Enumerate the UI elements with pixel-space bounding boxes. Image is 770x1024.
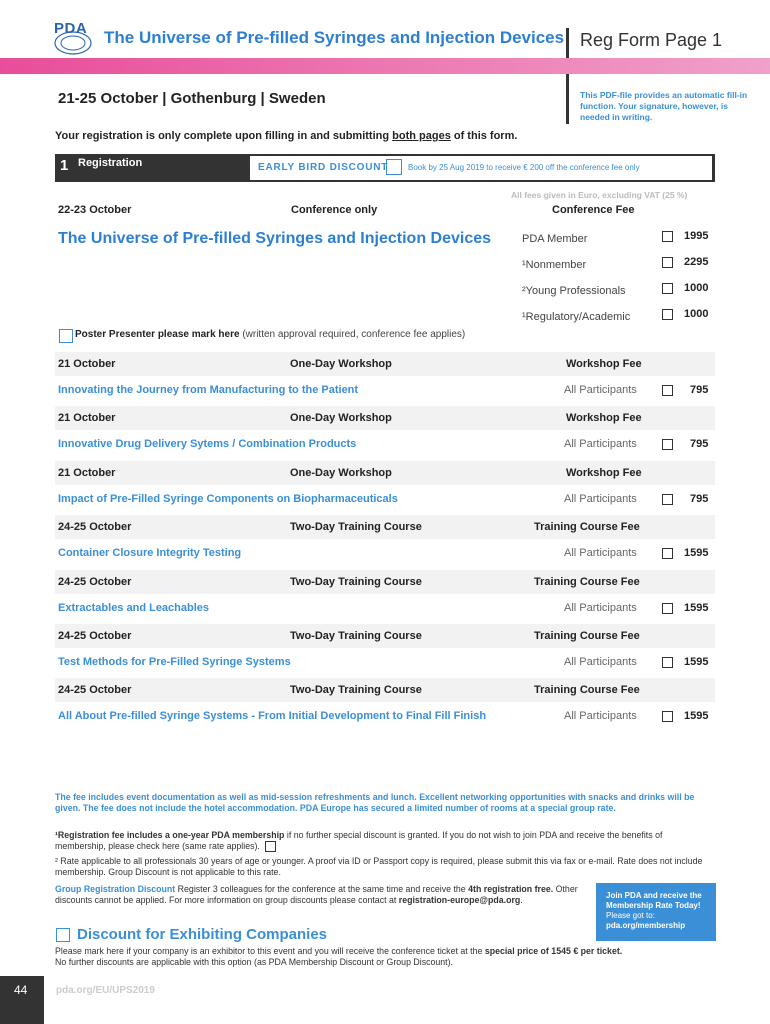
course-date: 24-25 October: [58, 521, 132, 533]
conference-date: 22-23 October: [58, 204, 132, 216]
rate-checkbox[interactable]: [662, 309, 673, 320]
rate-label: ¹Nonmember: [522, 259, 587, 271]
footnote-2: ² Rate applicable to all professionals 30 years of age or younger. A proof via ID or Passport copy is required, please submit this via fax or e-mail. Rate does not include membership. Group Discount is not applicable to this rate.: [55, 856, 703, 877]
course-checkbox[interactable]: [662, 385, 673, 396]
conference-title: The Universe of Pre-filled Syringes and Injection Devices: [58, 230, 492, 247]
conference-type: Conference only: [291, 204, 378, 216]
course-date: 21 October: [58, 358, 116, 370]
membership-opt-out-checkbox[interactable]: [265, 841, 276, 852]
course-price: 795: [690, 384, 709, 396]
join-text: Join PDA and receive the Membership Rate Today!: [606, 891, 702, 910]
page-number: 44: [14, 983, 28, 997]
course-audience: All Participants: [564, 384, 637, 396]
course-fee-header: Training Course Fee: [534, 521, 640, 533]
pink-banner: [0, 58, 770, 74]
course-price: 1595: [684, 602, 709, 614]
course-type: One-Day Workshop: [290, 412, 392, 424]
course-checkbox[interactable]: [662, 603, 673, 614]
course-date: 21 October: [58, 467, 116, 479]
course-audience: All Participants: [564, 602, 637, 614]
rate-price: 2295: [684, 256, 709, 268]
course-price: 795: [690, 493, 709, 505]
course-checkbox[interactable]: [662, 548, 673, 559]
course-title: Innovative Drug Delivery Sytems / Combination Products: [58, 438, 357, 450]
rate-label: ²Young Professionals: [522, 285, 626, 297]
course-title: Container Closure Integrity Testing: [58, 547, 242, 559]
section-number: 1: [60, 157, 69, 174]
course-audience: All Participants: [564, 438, 637, 450]
course-fee-header: Workshop Fee: [566, 467, 642, 479]
course-fee-header: Training Course Fee: [534, 630, 640, 642]
course-type: Two-Day Training Course: [290, 684, 422, 696]
reg-form-page-label: Reg Form Page 1: [580, 30, 723, 50]
rate-checkbox[interactable]: [662, 231, 673, 242]
conference-fee-header: Conference Fee: [552, 204, 635, 216]
course-type: One-Day Workshop: [290, 358, 392, 370]
course-date: 24-25 October: [58, 576, 132, 588]
join-pda-box[interactable]: [596, 883, 716, 941]
course-audience: All Participants: [564, 710, 637, 722]
course-fee-header: Workshop Fee: [566, 358, 642, 370]
course-checkbox[interactable]: [662, 711, 673, 722]
course-title: Extractables and Leachables: [58, 602, 210, 614]
exhibitor-discount-checkbox[interactable]: [56, 928, 70, 942]
logo-text: PDA: [54, 20, 88, 37]
course-fee-header: Training Course Fee: [534, 684, 640, 696]
early-bird-label: EARLY BIRD DISCOUNT: [258, 162, 389, 173]
footer-url[interactable]: pda.org/EU/UPS2019: [56, 985, 155, 996]
join-subtext: Please got to:: [606, 911, 655, 920]
course-audience: All Participants: [564, 547, 637, 559]
course-price: 795: [690, 438, 709, 450]
course-price: 1595: [684, 547, 709, 559]
divider: [566, 28, 569, 124]
course-audience: All Participants: [564, 493, 637, 505]
page-title: The Universe of Pre-filled Syringes and Injection Devices: [104, 28, 565, 47]
course-title: Impact of Pre-Filled Syringe Components on Biopharmaceuticals: [58, 493, 398, 505]
registration-notice: Your registration is only complete upon filling in and submitting both pages of this form.: [55, 130, 518, 142]
course-type: One-Day Workshop: [290, 467, 392, 479]
course-price: 1595: [684, 710, 709, 722]
fees-note: All fees given in Euro, excluding VAT (25 %): [511, 190, 688, 200]
course-price: 1595: [684, 656, 709, 668]
event-info: 21-25 October | Gothenburg | Sweden: [58, 90, 326, 107]
rate-checkbox[interactable]: [662, 283, 673, 294]
course-checkbox[interactable]: [662, 494, 673, 505]
poster-presenter-text: Poster Presenter please mark here (written approval required, conference fee applies): [75, 329, 466, 340]
course-fee-header: Workshop Fee: [566, 412, 642, 424]
pdf-note: This PDF-file provides an automatic fill-in function. Your signature, however, is needed in writing.: [580, 90, 748, 122]
course-title: Innovating the Journey from Manufacturing to the Patient: [58, 384, 359, 396]
section-label: Registration: [78, 157, 143, 169]
course-date: 24-25 October: [58, 684, 132, 696]
footnote-1: ¹Registration fee includes a one-year PDA membership if no further special discount is granted. If you do not wish to join PDA and receive the benefits of membership, please check here (same rate applies).: [55, 830, 663, 851]
rate-label: PDA Member: [522, 233, 588, 245]
group-discount-text: Group Registration Discount Register 3 colleagues for the conference at the same time and receive the 4th registration free. Other discounts cannot be applied. For more information on group discounts please contact at registration-europe@pda.org.: [55, 884, 578, 905]
rate-price: 1000: [684, 308, 709, 320]
course-type: Two-Day Training Course: [290, 630, 422, 642]
course-date: 21 October: [58, 412, 116, 424]
rate-price: 1995: [684, 230, 709, 242]
exhibitor-discount-title: Discount for Exhibiting Companies: [77, 926, 328, 943]
course-audience: All Participants: [564, 656, 637, 668]
course-type: Two-Day Training Course: [290, 521, 422, 533]
exhibitor-discount-text: Please mark here if your company is an exhibitor to this event and you will receive the conference ticket at the special price of 1545 € per ticket. No further discounts are applicable with this option (as PDA Membership Discount or Group Discount).: [55, 946, 623, 967]
join-url[interactable]: pda.org/membership: [606, 921, 686, 930]
course-checkbox[interactable]: [662, 439, 673, 450]
course-title: All About Pre-filled Syringe Systems - From Initial Development to Final Fill Finish: [58, 710, 487, 722]
course-checkbox[interactable]: [662, 657, 673, 668]
rate-label: ¹Regulatory/Academic: [522, 311, 631, 323]
early-bird-note: Book by 25 Aug 2019 to receive € 200 off the conference fee only: [408, 163, 640, 172]
course-fee-header: Training Course Fee: [534, 576, 640, 588]
rate-price: 1000: [684, 282, 709, 294]
course-title: Test Methods for Pre-Filled Syringe Systems: [58, 656, 291, 668]
fee-includes-note: The fee includes event documentation as well as mid-session refreshments and lunch. Excellent networking opportunities with snacks and drinks will be given. The fee does not include the hotel accommodation. PDA Europe has secured a limited number of rooms at a special group rate.: [55, 792, 695, 813]
course-type: Two-Day Training Course: [290, 576, 422, 588]
early-bird-checkbox[interactable]: [386, 159, 402, 175]
poster-presenter-checkbox[interactable]: [59, 329, 73, 343]
rate-checkbox[interactable]: [662, 257, 673, 268]
course-date: 24-25 October: [58, 630, 132, 642]
